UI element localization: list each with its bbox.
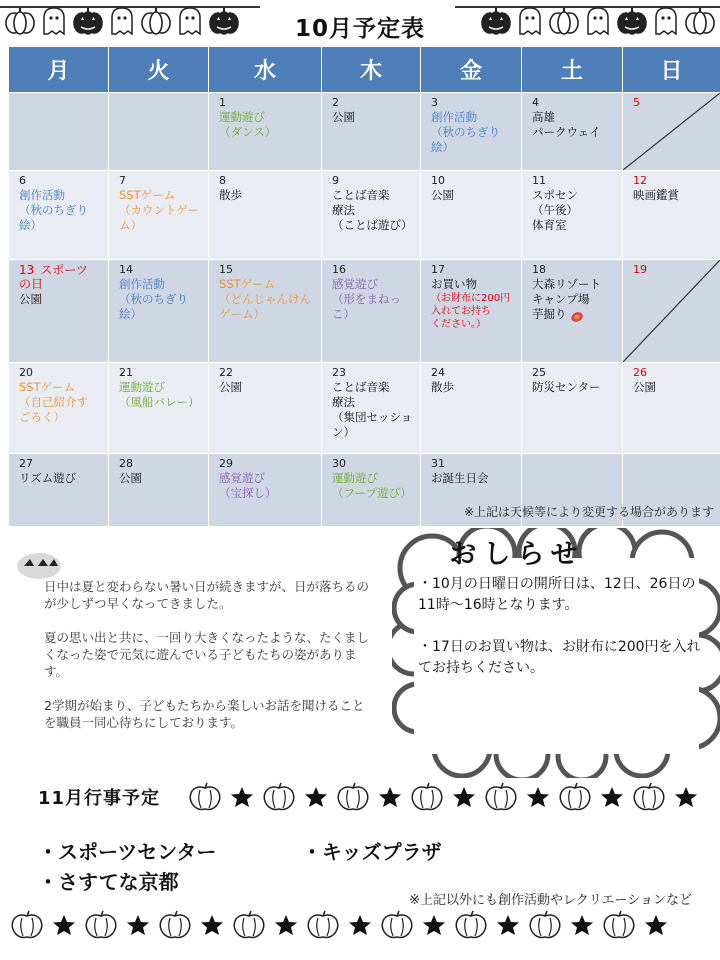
event-text: 感覚遊び （宝探し） — [219, 471, 277, 500]
pumpkin-star-border-bottom — [10, 910, 668, 940]
event-text: 大森リゾート キャンプ場 芋掘り — [532, 277, 601, 321]
day-number: 11 — [532, 174, 546, 187]
star-icon — [304, 786, 328, 808]
star-icon — [496, 914, 520, 936]
november-item-sports-center: ・スポーツセンター — [38, 840, 217, 864]
calendar-day-cell — [421, 93, 522, 171]
event-text: 運動遊び （フープ遊び） — [332, 471, 412, 500]
event-text: 公園 — [19, 292, 42, 306]
day-number: 23 — [332, 366, 346, 379]
day-number: 27 — [19, 457, 33, 470]
intro-paragraph: 2学期が始まり、子どもたちから楽しいお話を聞けることを職員一同心待ちにしております。 — [44, 698, 365, 730]
event-text: お誕生日会 — [431, 471, 489, 485]
notice-title: おしらせ — [449, 539, 585, 570]
star-icon — [644, 914, 668, 936]
calendar-week-row — [9, 171, 720, 260]
event-text: 創作活動 （秋のちぎり 絵） — [431, 110, 500, 154]
star-icon — [230, 786, 254, 808]
day-number: 28 — [119, 457, 133, 470]
pumpkin-icon — [632, 782, 666, 812]
day-number: 16 — [332, 263, 346, 276]
weekday-tue: 火 — [109, 47, 209, 93]
pumpkin-icon — [336, 782, 370, 812]
pumpkin-icon — [306, 910, 340, 940]
event-text: ことば音楽 療法 （集団セッショ ン） — [332, 380, 413, 439]
intro-paragraph: 日中は夏と変わらない暑い日が続きますが、日が落ちるのが少しずつ早くなってきました。 — [44, 579, 370, 611]
weekday-thu: 木 — [322, 47, 421, 93]
calendar-day-cell — [322, 363, 421, 454]
november-title: 11月行事予定 — [38, 788, 161, 809]
calendar-day-cell — [109, 260, 209, 363]
pumpkin-icon — [232, 910, 266, 940]
pumpkin-icon — [558, 782, 592, 812]
event-text: 高雄 パークウェイ — [532, 110, 601, 139]
calendar-note: ※上記は天候等により変更する場合があります — [463, 505, 714, 519]
event-text: SSTゲーム （自己紹介す ごろく） — [19, 380, 88, 424]
event-text: 創作活動 （秋のちぎり 絵） — [19, 188, 88, 232]
event-text: SSTゲーム （どんじゃんけん ゲーム） — [219, 277, 311, 321]
day-number: 21 — [119, 366, 133, 379]
closed-day-slash — [623, 260, 720, 362]
star-icon — [52, 914, 76, 936]
event-text: SSTゲーム （カウントゲー ム） — [119, 188, 200, 232]
event-text: 運動遊び （風船バレー） — [119, 380, 200, 409]
star-icon — [274, 914, 298, 936]
day-number-value: 13 — [19, 263, 35, 277]
calendar-empty-cell — [109, 93, 209, 171]
calendar-day-cell — [9, 171, 109, 260]
calendar-day-cell — [9, 260, 109, 363]
pumpkin-icon — [10, 910, 44, 940]
calendar-day-cell — [623, 260, 720, 363]
event-text: 運動遊び （ダンス） — [219, 110, 277, 139]
calendar-day-cell — [522, 260, 623, 363]
event-text: スポセン （午後） 体育室 — [532, 188, 578, 232]
event-text: の日 — [19, 277, 44, 291]
calendar-day-cell — [623, 93, 720, 171]
pumpkin-icon — [262, 782, 296, 812]
event-text: お買い物 — [431, 277, 477, 291]
star-icon — [200, 914, 224, 936]
pumpkin-icon — [528, 910, 562, 940]
day-number: 24 — [431, 366, 445, 379]
star-icon — [600, 786, 624, 808]
november-item-kids-plaza: ・キッズプラザ — [302, 840, 442, 864]
day-number: 14 — [119, 263, 133, 276]
day-number: 9 — [332, 174, 339, 187]
calendar-day-cell — [322, 260, 421, 363]
day-number: 15 — [219, 263, 233, 276]
calendar-week-row — [9, 93, 720, 171]
holiday-label: スポーツ — [40, 263, 88, 277]
day-number: 18 — [532, 263, 546, 276]
star-icon — [674, 786, 698, 808]
day-number: 17 — [431, 263, 445, 276]
calendar-day-cell — [522, 171, 623, 260]
calendar-day-cell — [322, 454, 421, 527]
day-number: 4 — [532, 96, 539, 109]
star-icon — [452, 786, 476, 808]
page-title: 10月予定表 — [294, 16, 425, 42]
calendar-day-cell — [623, 363, 720, 454]
weekday-sun: 日 — [623, 47, 720, 93]
calendar-week-row — [9, 260, 720, 363]
calendar-week-row — [9, 363, 720, 454]
calendar-day-cell — [322, 171, 421, 260]
calendar-day-cell — [421, 260, 522, 363]
november-item-sasutena-kyoto: ・さすてな京都 — [38, 870, 179, 894]
calendar-day-cell — [522, 363, 623, 454]
event-text: 公園 — [119, 471, 142, 485]
pumpkin-icon — [454, 910, 488, 940]
star-icon — [378, 786, 402, 808]
event-text: 公園 — [633, 380, 656, 394]
calendar-day-cell — [109, 363, 209, 454]
weekday-sat: 土 — [522, 47, 623, 93]
star-icon — [422, 914, 446, 936]
pumpkin-icon — [484, 782, 518, 812]
pumpkin-icon — [84, 910, 118, 940]
day-number: 10 — [431, 174, 445, 187]
weekday-mon: 月 — [9, 47, 109, 93]
event-text: リズム遊び — [19, 471, 77, 485]
pumpkin-icon — [158, 910, 192, 940]
day-number: 2 — [332, 96, 339, 109]
weekday-wed: 水 — [209, 47, 322, 93]
sweet-potato-icon — [570, 311, 584, 323]
event-text: 創作活動 （秋のちぎり 絵） — [119, 277, 188, 321]
day-number: 12 — [633, 174, 647, 187]
event-text: 散歩 — [219, 188, 242, 202]
event-text: 公園 — [219, 380, 242, 394]
calendar-day-cell — [421, 171, 522, 260]
calendar-day-cell — [322, 93, 421, 171]
november-note: ※上記以外にも創作活動やレクリエーションなど — [409, 893, 692, 908]
day-number: 7 — [119, 174, 126, 187]
event-text: 映画鑑賞 — [633, 188, 679, 202]
weekday-fri: 金 — [421, 47, 522, 93]
day-number: 31 — [431, 457, 445, 470]
notice-body — [418, 574, 708, 700]
calendar-empty-cell — [9, 93, 109, 171]
day-number: 25 — [532, 366, 546, 379]
calendar-day-cell — [109, 454, 209, 527]
notice-item: ・10月の日曜日の開所日は、12日、26日の11時～16時となります。 — [418, 576, 696, 613]
day-number: 1 — [219, 96, 226, 109]
calendar-day-cell — [209, 171, 322, 260]
star-icon — [348, 914, 372, 936]
calendar-day-cell — [209, 93, 322, 171]
calendar-day-cell — [9, 363, 109, 454]
star-icon — [126, 914, 150, 936]
calendar-day-cell — [209, 454, 322, 527]
star-icon — [526, 786, 550, 808]
calendar-day-cell — [623, 171, 720, 260]
day-number: 3 — [431, 96, 438, 109]
pumpkin-icon — [380, 910, 414, 940]
intro-text — [44, 578, 374, 748]
intro-paragraph: 夏の思い出と共に、一回り大きくなったような、たくましくなった姿で元気に遊んでいる子どもたちの姿があります。 — [44, 630, 370, 679]
pumpkin-icon — [602, 910, 636, 940]
ghost-face-icon — [16, 550, 62, 580]
event-text: ことば音楽 療法 （ことば遊び） — [332, 188, 413, 232]
event-text: 防災センター — [532, 380, 601, 394]
weekday-header-row — [9, 47, 720, 93]
october-calendar — [8, 46, 720, 527]
day-number: 30 — [332, 457, 346, 470]
pumpkin-icon — [410, 782, 444, 812]
calendar-day-cell — [209, 260, 322, 363]
day-number: 5 — [633, 96, 640, 109]
event-text: （お財布に200円 入れてお持ち ください。） — [431, 293, 511, 330]
pumpkin-star-border-top — [188, 782, 698, 812]
calendar-day-cell — [9, 454, 109, 527]
star-icon — [570, 914, 594, 936]
event-text: 公園 — [431, 188, 454, 202]
day-number: 20 — [19, 366, 33, 379]
event-text: 公園 — [332, 110, 355, 124]
day-number: 22 — [219, 366, 233, 379]
day-number: 19 — [633, 263, 647, 276]
day-number: 8 — [219, 174, 226, 187]
event-text: 感覚遊び （形をまねっ こ） — [332, 277, 401, 321]
closed-day-slash — [623, 93, 720, 170]
day-number — [19, 263, 108, 277]
calendar-day-cell — [522, 93, 623, 171]
calendar-day-cell — [421, 363, 522, 454]
calendar-day-cell — [209, 363, 322, 454]
calendar-day-cell — [109, 171, 209, 260]
day-number: 26 — [633, 366, 647, 379]
pumpkin-icon — [188, 782, 222, 812]
day-number: 6 — [19, 174, 26, 187]
notice-item: ・17日のお買い物は、お財布に200円を入れてお持ちください。 — [418, 639, 701, 676]
event-text: 散歩 — [431, 380, 454, 394]
day-number: 29 — [219, 457, 233, 470]
